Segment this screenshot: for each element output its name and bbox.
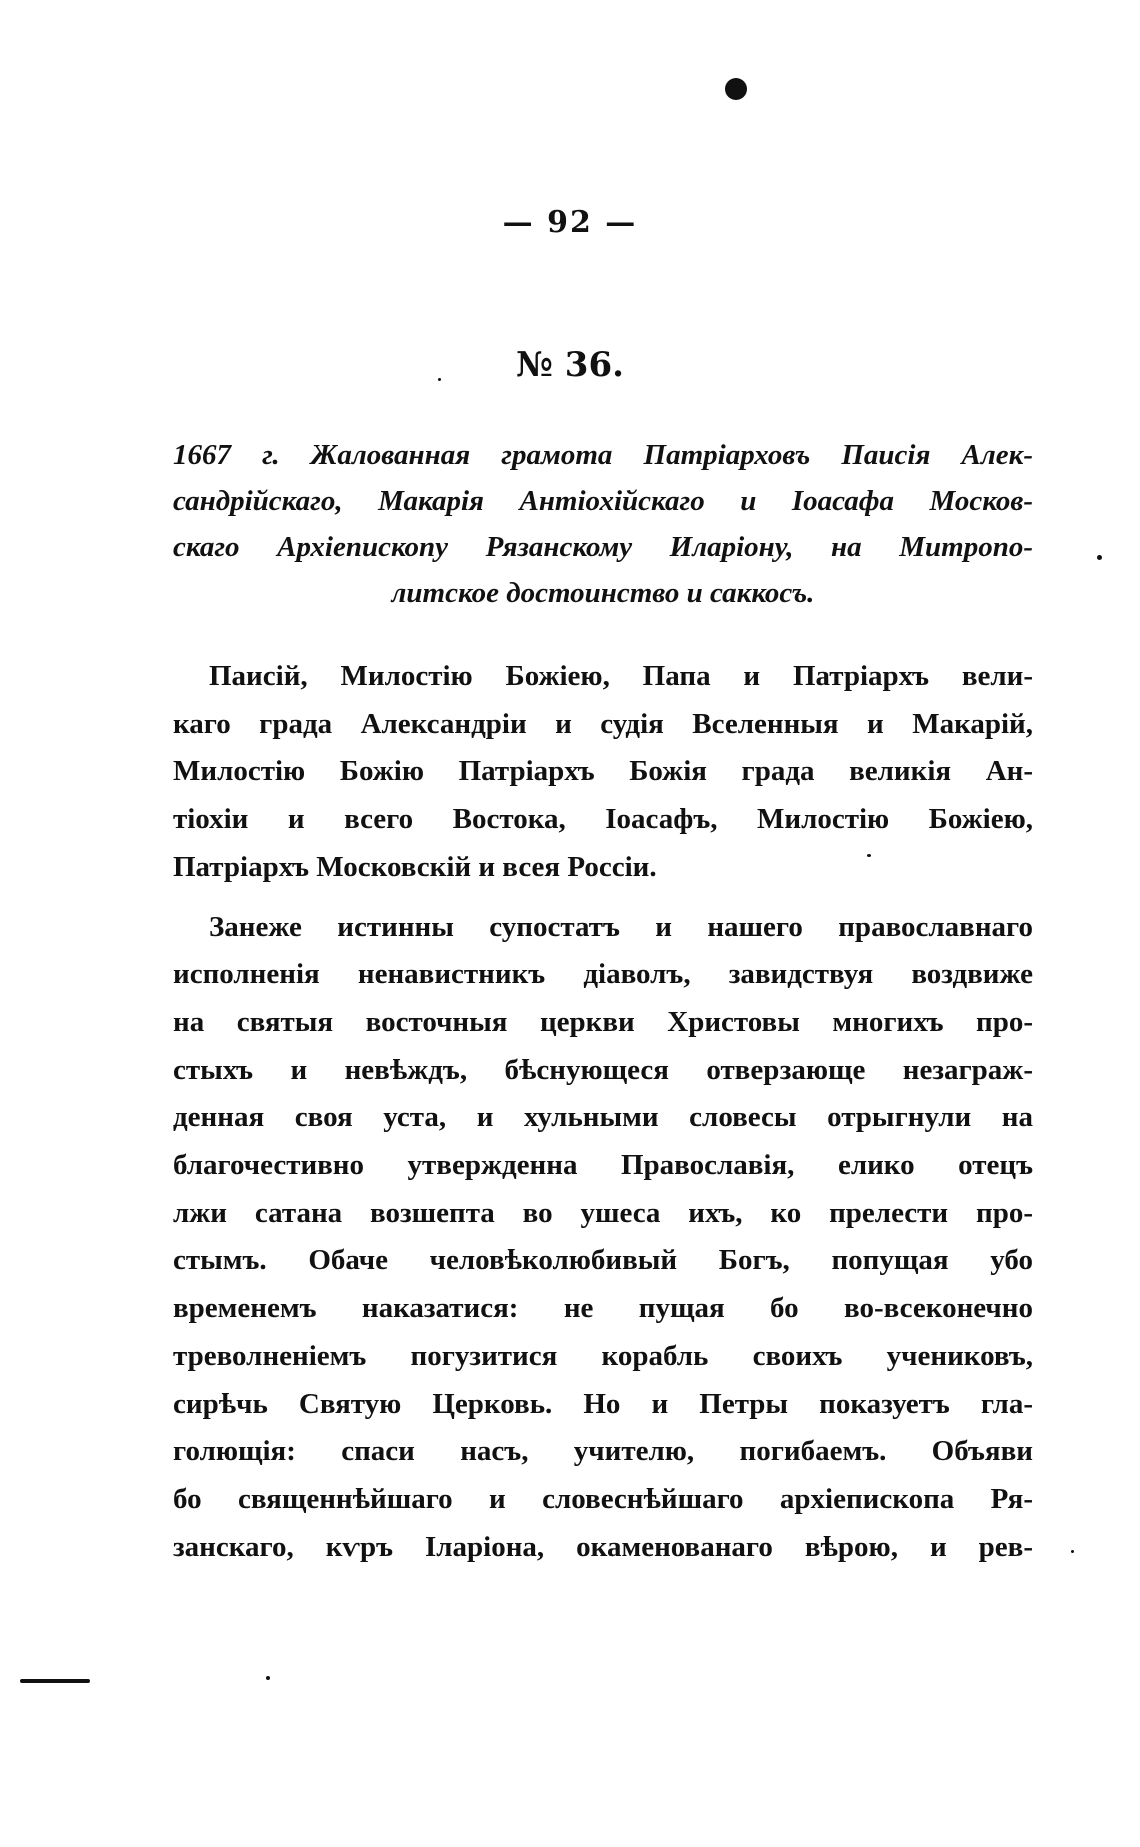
text-line: Патріархъ Московскій и всея Россіи. xyxy=(173,850,657,883)
body-text xyxy=(173,653,1033,1571)
text-line: денная своя уста, и хульными словесы отрыгнули на xyxy=(173,1101,1033,1134)
ink-speck xyxy=(1097,555,1102,560)
heading-line: сандрійскаго, Макарія Антіохійскаго и Іоасафа Москов- xyxy=(173,485,1033,517)
heading-line: скаго Архіепископу Рязанскому Иларіону, на Митропо- xyxy=(173,531,1033,563)
text-line: сирѣчь Святую Церковь. Но и Петры показуетъ гла- xyxy=(173,1387,1033,1420)
text-line: занскаго, кѵръ Іларіона, окаменованаго вѣрою, и рев- xyxy=(173,1530,1033,1563)
text-line: бо священнѣйшаго и словеснѣйшаго архіепископа Ря- xyxy=(173,1482,1033,1515)
text-line: лжи сатана возшепта во ушеса ихъ, ко прелести про- xyxy=(173,1196,1033,1229)
text-line: на святыя восточныя церкви Христовы многихъ про- xyxy=(173,1005,1033,1038)
text-line: каго града Александріи и судія Вселенныя и Макарій, xyxy=(173,707,1033,740)
page-number: — 92 — xyxy=(502,205,638,240)
text-line: Милостію Божію Патріархъ Божія града великія Ан- xyxy=(173,755,1033,788)
text-line: стыхъ и невѣждъ, бѣснующеся отверзающе незаграж- xyxy=(173,1053,1033,1086)
ink-speck xyxy=(266,1676,270,1680)
text-line: временемъ наказатися: не пущая бо во-всеконечно xyxy=(173,1292,1033,1325)
text-line: стымъ. Обаче человѣколюбивый Богъ, попущая убо xyxy=(173,1244,1033,1277)
text-line: исполненія ненавистникъ діаволъ, завидствуя воздвиже xyxy=(173,958,1033,991)
heading-line: 1667 г. Жалованная грамота Патріарховъ Паисія Алек- xyxy=(173,439,1033,471)
scan-mark xyxy=(20,1679,90,1683)
text-line: благочестивно утвержденна Православія, елико отецъ xyxy=(173,1149,1033,1182)
text-line: тіохіи и всего Востока, Іоасафъ, Милостію Божіею, xyxy=(173,803,1033,836)
text-line: голющія: спаси насъ, учителю, погибаемъ. Объяви xyxy=(173,1435,1033,1468)
text-line: треволненіемъ погузитися корабль своихъ учениковъ, xyxy=(173,1339,1033,1372)
document-number: № 36. xyxy=(516,345,624,385)
text-line: Занеже истинны супостатъ и нашего православнаго xyxy=(209,910,1033,943)
ink-blot xyxy=(725,78,747,100)
document-heading xyxy=(173,432,1033,616)
text-line: Паисій, Милостію Божіею, Папа и Патріархъ вели- xyxy=(209,660,1033,692)
paragraph-salutation xyxy=(173,653,1033,892)
heading-line: литское достоинство и саккосъ. xyxy=(391,577,815,609)
paragraph-main xyxy=(173,904,1033,1572)
ink-speck xyxy=(1071,1550,1074,1553)
